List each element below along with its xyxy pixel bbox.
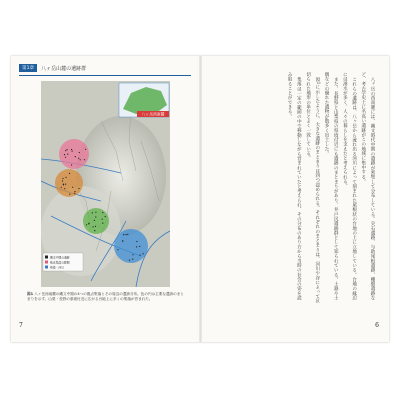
legend-label-1: 拠点集落の範囲	[50, 260, 70, 265]
site-dot	[78, 188, 79, 189]
caption-text: 八ヶ岳西南麓の縄文中期の4つの拠点集落とその周辺の遺跡分布。色の円は主要な遺跡のまとまりを示す。山梨・長野の県境付近に広がる台地上に多くの集落が営まれた。	[27, 292, 184, 301]
book-gutter	[199, 56, 202, 342]
site-dot	[88, 223, 89, 224]
site-cluster-pink	[59, 139, 89, 169]
legend-label-0: 縄文中期の遺跡	[50, 255, 70, 260]
site-dot	[94, 230, 95, 231]
site-dot	[72, 151, 73, 152]
paragraph: また、長野県と山梨県の県境付近にも遺跡のまとまりがあり、井戸尻遺跡群として知られている。土器や土偶などの優れた遺物が数多く出土した。	[323, 72, 339, 300]
page-number-right: 6	[375, 322, 379, 329]
site-dot	[140, 255, 141, 256]
site-dot	[85, 149, 86, 150]
site-dot	[79, 152, 80, 153]
book-spread	[11, 56, 389, 342]
site-dot	[75, 156, 76, 157]
legend-swatch-2	[45, 266, 48, 269]
site-cluster-blue	[114, 229, 148, 263]
site-dot	[71, 149, 72, 150]
site-dot	[67, 149, 68, 150]
site-dot	[102, 219, 103, 220]
site-dot	[64, 188, 65, 189]
site-dot	[143, 253, 144, 254]
paragraph: 図1に示したように、大きな遺跡のまとまりは四つ認められる。それぞれのまとまりは、河川や谷によって区切られた地形の単位とよく一致している。	[305, 72, 320, 303]
figure-map	[41, 81, 170, 287]
running-head	[19, 64, 86, 72]
body-text	[211, 72, 377, 304]
site-dot	[126, 234, 127, 235]
site-dot	[62, 178, 63, 179]
site-dot	[86, 224, 87, 225]
site-dot	[65, 150, 66, 151]
site-dot	[139, 246, 140, 247]
site-dot	[127, 234, 128, 235]
site-dot	[67, 154, 68, 155]
site-dot	[132, 254, 133, 255]
site-dot	[63, 184, 64, 185]
relief-map	[41, 81, 170, 287]
site-dot	[117, 249, 118, 250]
site-dot	[80, 159, 81, 160]
running-head-title: 八ヶ岳山麓の遺跡群	[41, 65, 87, 72]
site-dot	[69, 173, 70, 174]
site-dot	[72, 187, 73, 188]
chapter-badge: 第1章	[19, 64, 37, 72]
paragraph: 集落は一定の範囲の中で移動しながら営まれていたと考えられ、その分布のあり方から当時の社会の姿を読み取ることができる。	[287, 72, 302, 300]
caption-number: 図1	[27, 292, 34, 296]
site-dot	[74, 193, 75, 194]
site-dot	[94, 220, 95, 221]
legend-swatch-1	[45, 261, 48, 264]
site-dot	[92, 212, 93, 213]
site-dot	[65, 157, 66, 158]
site-dot	[129, 260, 130, 261]
site-dot	[136, 246, 137, 247]
legend-swatch-0	[45, 256, 48, 259]
site-dot	[64, 154, 65, 155]
site-dot	[123, 234, 124, 235]
site-dot	[136, 241, 137, 242]
site-dot	[95, 216, 96, 217]
site-dot	[102, 212, 103, 213]
site-dot	[102, 223, 103, 224]
running-head-rule	[19, 75, 191, 76]
legend-label-2: 県境・河川	[50, 265, 64, 270]
map-legend	[43, 253, 83, 271]
site-dot	[132, 259, 133, 260]
site-dot	[78, 158, 79, 159]
site-dot	[65, 184, 66, 185]
page-number-left: 7	[19, 322, 23, 329]
site-dot	[65, 177, 66, 178]
site-dot	[95, 226, 96, 227]
paragraph: これらの遺跡は、八ヶ岳から流れ出る河川によって刻まれた尾根状の台地の上に立地している。台地の縁辺には湧水が多く、人々の暮らしを支えたと考えられる。	[342, 72, 357, 300]
site-dot	[62, 180, 63, 181]
site-dot	[61, 187, 62, 188]
site-dot	[95, 212, 96, 213]
site-dot	[93, 226, 94, 227]
figure-caption	[27, 292, 187, 302]
site-dot	[69, 194, 70, 195]
site-dot	[74, 191, 75, 192]
paragraph: 八ヶ岳の西南麓には、縄文時代中期の遺跡が密集して分布している。尖石遺跡、与助尾根遺跡、棚畑遺跡など、考古学史上に名高い遺跡がこの地域に集中する。	[360, 72, 375, 300]
map-title: 八ヶ岳西南麓	[141, 111, 165, 117]
site-dot	[84, 159, 85, 160]
site-dot	[71, 164, 72, 165]
site-dot	[105, 216, 106, 217]
site-dot	[122, 240, 123, 241]
